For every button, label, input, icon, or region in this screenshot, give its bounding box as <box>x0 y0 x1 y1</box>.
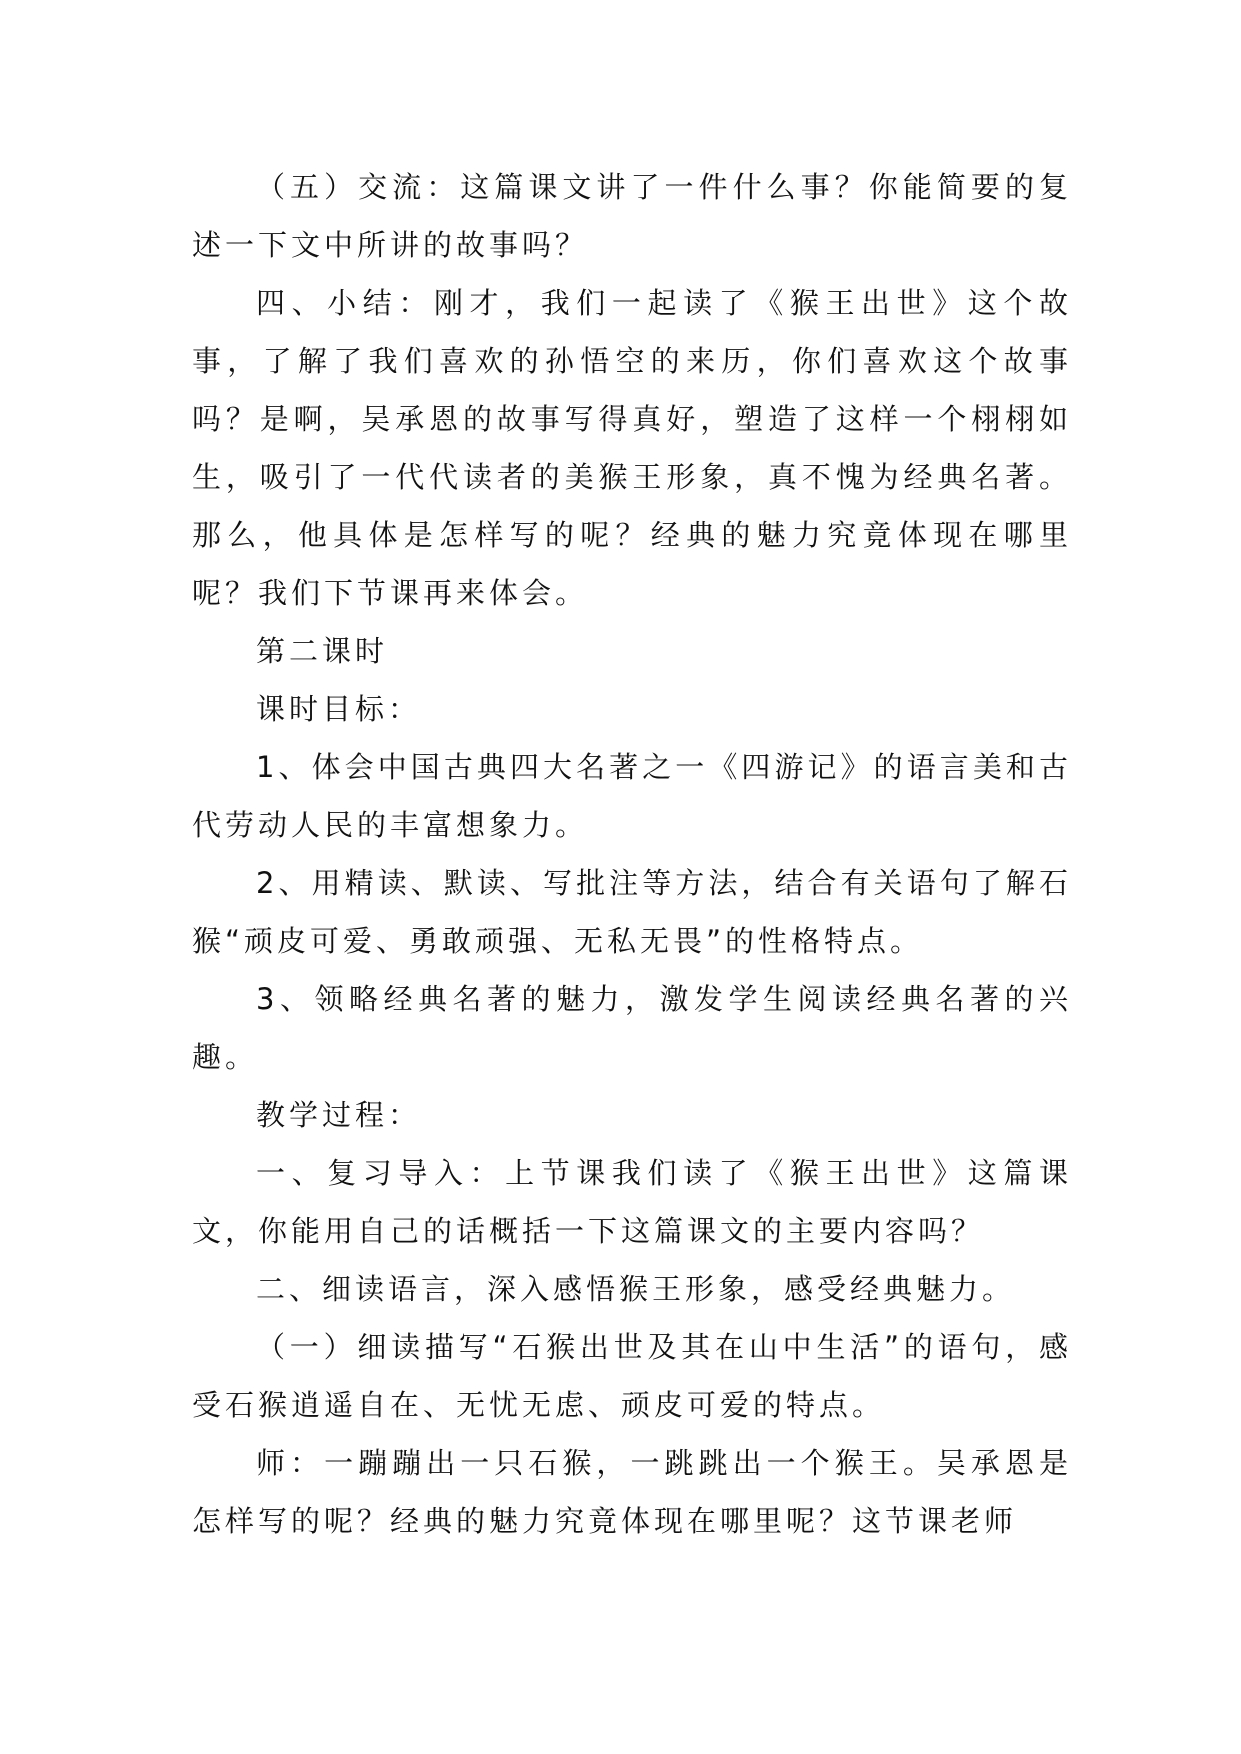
section-heading-lesson-goals: 课时目标： <box>256 692 422 726</box>
goal-item-3: 3、领略经典名著的魅力，激发学生阅读经典名著的兴趣。 <box>192 982 1072 1074</box>
paragraph-exchange: （五）交流：这篇课文讲了一件什么事？你能简要的复述一下文中所讲的故事吗？ <box>192 170 1072 262</box>
paragraph-summary: 四、小结：刚才，我们一起读了《猴王出世》这个故事，了解了我们喜欢的孙悟空的来历，你们喜欢这个故事吗？是啊，吴承恩的故事写得真好，塑造了这样一个栩栩如生，吸引了一代代读者的美猴王形象，真不愧为经典名著。那么，他具体是怎样写的呢？经典的魅力究竟体现在哪里呢？我们下节课再来体会。 <box>192 286 1072 610</box>
process-substep-1: （一）细读描写“石猴出世及其在山中生活”的语句，感受石猴逍遥自在、无忧无虑、顽皮可爱的特点。 <box>192 1330 1072 1422</box>
goal-item-2: 2、用精读、默读、写批注等方法，结合有关语句了解石猴“顽皮可爱、勇敢顽强、无私无畏”的性格特点。 <box>192 866 1072 958</box>
goal-item-1: 1、体会中国古典四大名著之一《四游记》的语言美和古代劳动人民的丰富想象力。 <box>192 750 1072 842</box>
document-body <box>192 158 1072 1550</box>
section-heading-teaching-process: 教学过程： <box>256 1098 422 1132</box>
process-step-review: 一、复习导入：上节课我们读了《猴王出世》这篇课文，你能用自己的话概括一下这篇课文的主要内容吗？ <box>192 1156 1072 1248</box>
teacher-remark: 师：一蹦蹦出一只石猴，一跳跳出一个猴王。吴承恩是怎样写的呢？经典的魅力究竟体现在哪里呢？这节课老师 <box>192 1446 1072 1538</box>
process-step-close-reading: 二、细读语言，深入感悟猴王形象，感受经典魅力。 <box>256 1272 1016 1306</box>
section-heading-second-lesson: 第二课时 <box>256 634 389 668</box>
